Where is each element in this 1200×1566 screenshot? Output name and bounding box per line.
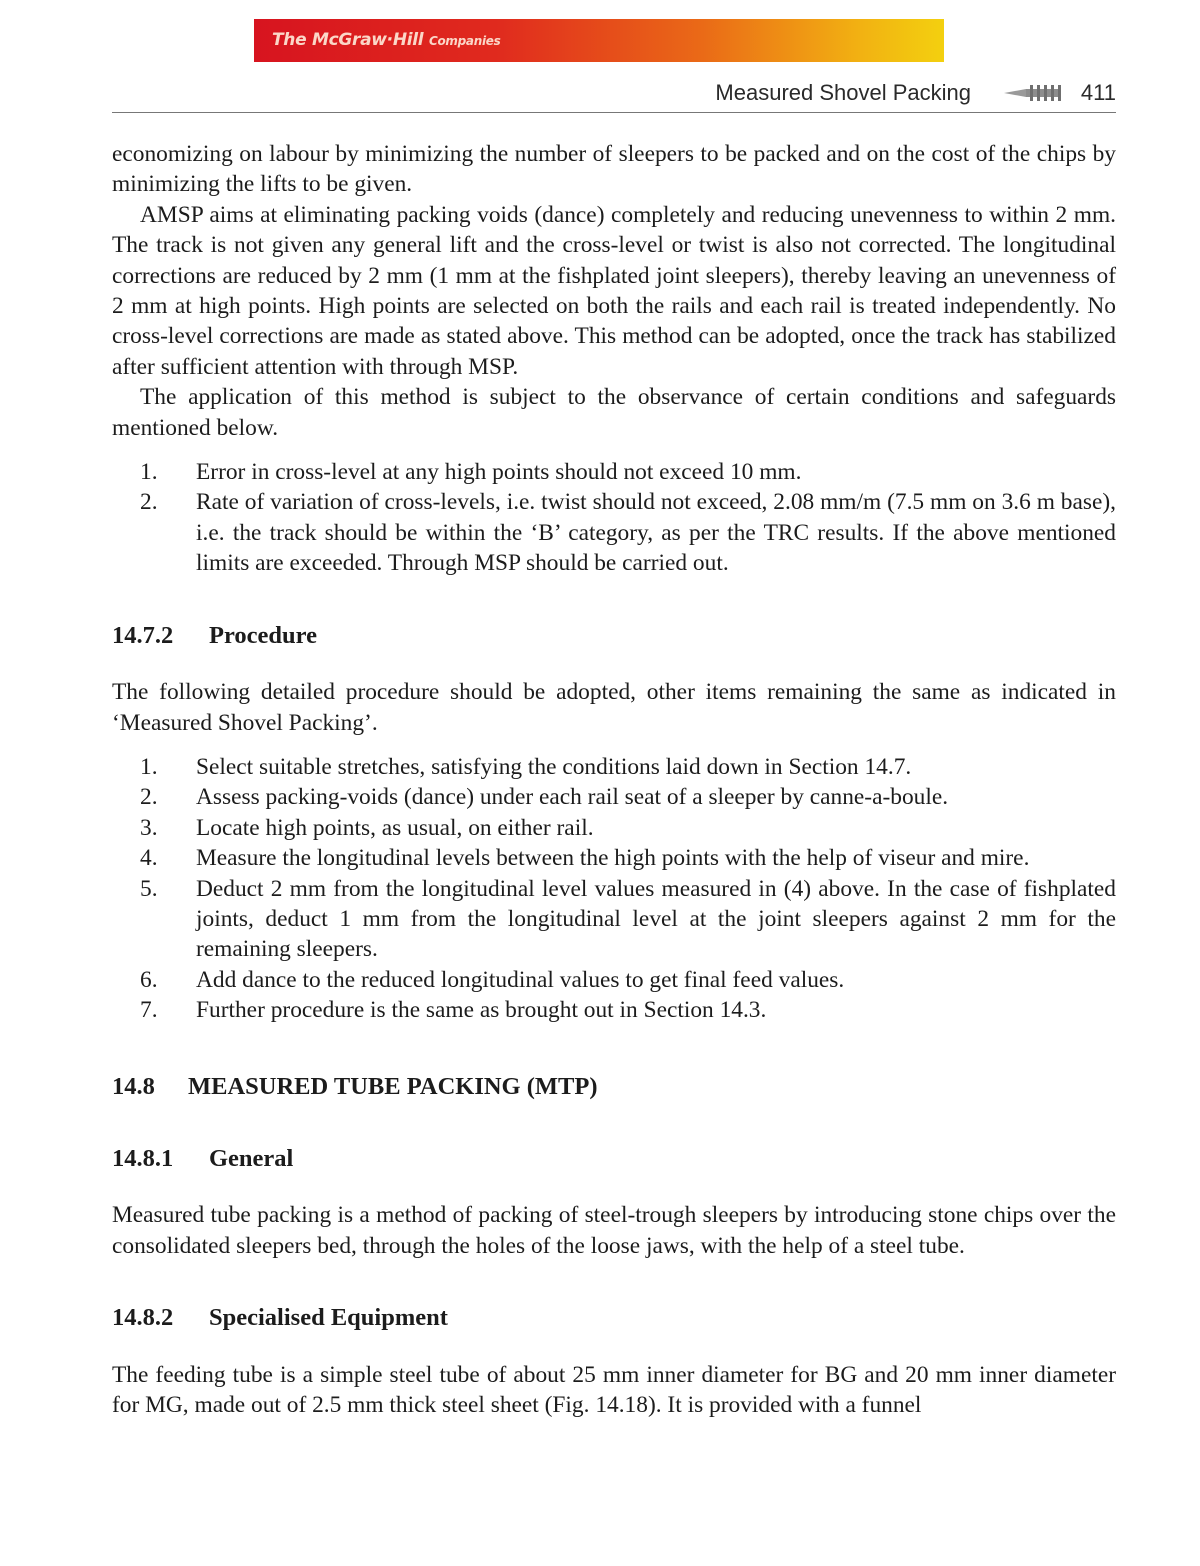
equipment-heading (112, 1303, 1116, 1333)
list-text: Add dance to the reduced longitudinal values to get final feed values. (196, 966, 845, 993)
list-number: 2. (140, 489, 158, 516)
general-paragraph: Measured tube packing is a method of packing of steel-trough sleepers by introducing stone chips over the consolidated sleepers bed, through the holes of the loose jaws, with the help of a steel tube. (112, 1202, 1116, 1259)
section-title: Specialised Equipment (209, 1304, 448, 1332)
list-text: Error in cross-level at any high points should not exceed 10 mm. (196, 459, 802, 486)
equipment-paragraph: The feeding tube is a simple steel tube of about 25 mm inner diameter for BG and 20 mm inner diameter for MG, made out of 2.5 mm thick steel sheet (Fig. 14.18). It is provided with a funnel (112, 1361, 1116, 1418)
publisher-name: The McGraw·Hill (272, 30, 424, 50)
list-text: Rate of variation of cross-levels, i.e. twist should not exceed, 2.08 mm/m (7.5 mm on 3.6 m base), i.e. the track should be within the ‘B’ category, as per the TRC results. If the above mentioned limits are exceeded. Through MSP should be carried out. (196, 489, 1116, 577)
intro-paragraph-2: AMSP aims at eliminating packing voids (dance) completely and reducing unevenness to within 2 mm. The track is not given any general lift and the cross-level or twist is also not corrected. The longitudinal corrections are reduced by 2 mm (1 mm at the fishplated joint sleepers), thereby leaving an unevenness of 2 mm at high points. High points are selected on both the rails and each rail is treated independently. No cross-level corrections are made as stated above. This method can be adopted, once the track has stabilized after sufficient attention with through MSP. (112, 201, 1116, 380)
list-text: Deduct 2 mm from the longitudinal level values measured in (4) above. In the case of fishplated joints, deduct 1 mm from the longitudinal level at the joint sleepers against 2 mm for the remaining sleepers. (196, 875, 1116, 963)
section-title: General (209, 1144, 294, 1172)
list-number: 4. (140, 845, 158, 872)
section-title: Procedure (209, 621, 317, 649)
procedure-heading (112, 621, 1116, 651)
section-title: MEASURED TUBE PACKING (MTP) (188, 1072, 598, 1100)
list-item (112, 995, 1116, 1025)
section-14-8-heading (112, 1072, 1116, 1102)
page-body (112, 139, 1116, 1420)
section-number: 14.8.2 (112, 1304, 174, 1332)
list-text: Select suitable stretches, satisfying the conditions laid down in Section 14.7. (196, 753, 912, 780)
list-number: 3. (140, 814, 158, 841)
general-heading (112, 1144, 1116, 1174)
list-number: 1. (140, 753, 158, 780)
list-item (112, 752, 1116, 782)
list-item (112, 965, 1116, 995)
list-text: Assess packing-voids (dance) under each rail seat of a sleeper by canne-a-boule. (196, 784, 949, 811)
page-number: 411 (1080, 80, 1116, 105)
conditions-list (112, 457, 1116, 579)
list-item (112, 874, 1116, 965)
section-number: 14.7.2 (112, 621, 174, 649)
list-item (112, 457, 1116, 487)
section-number: 14.8.1 (112, 1144, 174, 1172)
procedure-intro: The following detailed procedure should be adopted, other items remaining the same as indicated in ‘Measured Shovel Packing’. (112, 679, 1116, 736)
list-number: 6. (140, 966, 158, 993)
list-text: Further procedure is the same as brought out in Section 14.3. (196, 997, 767, 1024)
running-head-title: Measured Shovel Packing (715, 80, 971, 105)
list-text: Measure the longitudinal levels between the high points with the help of viseur and mire. (196, 845, 1030, 872)
intro-paragraph-3: The application of this method is subject to the observance of certain conditions and safeguards mentioned below. (112, 384, 1116, 441)
list-text: Locate high points, as usual, on either rail. (196, 814, 594, 841)
list-item (112, 487, 1116, 578)
list-item (112, 782, 1116, 812)
list-number: 5. (140, 875, 158, 902)
list-number: 2. (140, 784, 158, 811)
list-item (112, 843, 1116, 873)
procedure-steps (112, 752, 1116, 1026)
rail-track-icon (1002, 84, 1064, 102)
list-number: 1. (140, 459, 158, 486)
publisher-banner (254, 19, 944, 62)
list-item (112, 813, 1116, 843)
publisher-logo (272, 30, 500, 50)
publisher-suffix: Companies (428, 34, 501, 48)
list-number: 7. (140, 997, 158, 1024)
section-number: 14.8 (112, 1072, 155, 1100)
running-head (112, 76, 1116, 113)
intro-paragraph-1: economizing on labour by minimizing the number of sleepers to be packed and on the cost of the chips by minimizing the lifts to be given. (112, 141, 1116, 198)
